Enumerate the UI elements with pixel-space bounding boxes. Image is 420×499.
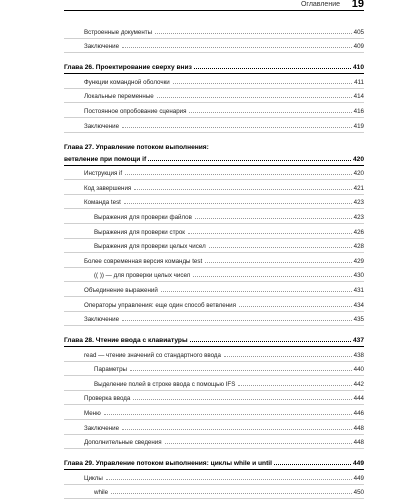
toc-entry[interactable] <box>64 74 364 89</box>
chapter-spacer <box>64 326 364 334</box>
dot-leader <box>239 306 352 307</box>
dot-leader <box>165 443 352 444</box>
toc-entry-page: 416 <box>353 107 364 115</box>
chapter-page-number: 449 <box>352 460 364 468</box>
chapter-title: ветвление при помощи if <box>64 155 147 163</box>
dot-leader <box>195 218 352 219</box>
dot-leader <box>209 247 352 248</box>
toc-entry-title: Циклы <box>84 474 103 482</box>
toc-entry[interactable] <box>64 39 364 54</box>
chapter-spacer <box>64 133 364 141</box>
toc-entry-page: 409 <box>353 43 364 51</box>
toc-entry[interactable] <box>64 282 364 297</box>
chapter-page-number: 420 <box>352 155 364 163</box>
chapter-heading[interactable] <box>64 457 364 470</box>
toc-entry-title: Команда test <box>84 199 121 207</box>
toc-entry-title: Заключение <box>84 43 120 51</box>
toc-entry[interactable] <box>64 166 364 181</box>
dot-leader <box>134 189 351 190</box>
toc-entry-page: 426 <box>353 228 364 236</box>
dot-leader <box>194 68 351 69</box>
toc-entry-page: 430 <box>353 272 364 280</box>
toc-subentry[interactable] <box>64 485 364 499</box>
toc-entry-title: Объединение выражений <box>84 286 158 294</box>
chapter-page-number: 437 <box>352 337 364 345</box>
toc-entry-page: 421 <box>353 184 364 192</box>
dot-leader <box>122 47 352 48</box>
table-of-contents <box>64 24 364 499</box>
toc-entry-page: 438 <box>353 351 364 359</box>
toc-entry-title: Проверка ввода <box>84 395 131 403</box>
toc-entry-title: Более современная версия команды test <box>84 257 203 265</box>
toc-entry[interactable] <box>64 435 364 450</box>
chapter-spacer <box>64 53 364 61</box>
toc-subentry[interactable] <box>64 268 364 283</box>
chapter-title: Глава 28. Чтение ввода с клавиатуры <box>64 337 188 345</box>
dot-leader <box>133 399 351 400</box>
toc-entry-page: 446 <box>353 410 364 418</box>
dot-leader <box>122 320 352 321</box>
toc-entry[interactable] <box>64 103 364 118</box>
running-header <box>64 0 364 11</box>
toc-entry-page: 434 <box>353 301 364 309</box>
toc-entry-title: Постоянное опробование сценария <box>84 107 187 115</box>
toc-entry-title: while <box>94 489 109 497</box>
toc-subentry[interactable] <box>64 224 364 239</box>
toc-entry-page: 435 <box>353 316 364 324</box>
dot-leader <box>111 493 352 494</box>
dot-leader <box>188 233 352 234</box>
toc-entry[interactable] <box>64 118 364 133</box>
chapter-title: Глава 27. Управление потоком выполнения: <box>64 143 209 151</box>
dot-leader <box>122 429 352 430</box>
chapter-title: Глава 29. Управление потоком выполнения: циклы while и until <box>64 460 272 468</box>
dot-leader <box>155 33 352 34</box>
toc-entry-title: Заключение <box>84 424 120 432</box>
toc-entry[interactable] <box>64 347 364 362</box>
dot-leader <box>157 97 352 98</box>
toc-subentry[interactable] <box>64 239 364 254</box>
toc-entry-page: 444 <box>353 395 364 403</box>
dot-leader <box>104 414 352 415</box>
dot-leader <box>238 385 351 386</box>
dot-leader <box>224 356 352 357</box>
toc-entry-page: 405 <box>353 28 364 36</box>
chapter-heading[interactable] <box>64 61 364 74</box>
toc-entry-title: read — чтение значений со стандартного ввода <box>84 351 221 359</box>
toc-entry-page: 428 <box>353 243 364 251</box>
toc-entry-title: Параметры <box>94 366 127 374</box>
dot-leader <box>190 341 351 342</box>
toc-entry-title: Операторы управления: еще один способ ветвления <box>84 301 236 309</box>
dot-leader <box>122 127 352 128</box>
toc-entry-page: 448 <box>353 424 364 432</box>
toc-entry[interactable] <box>64 253 364 268</box>
dot-leader <box>173 83 352 84</box>
dot-leader <box>130 370 352 371</box>
toc-entry-page: 450 <box>353 489 364 497</box>
dot-leader <box>274 464 351 465</box>
toc-entry-title: Функции командной оболочки <box>84 78 170 86</box>
dot-leader <box>193 276 351 277</box>
toc-entry-title: (( )) — для проверки целых чисел <box>94 272 191 280</box>
toc-entry-page: 411 <box>354 78 364 86</box>
toc-entry[interactable] <box>64 312 364 327</box>
chapter-spacer <box>64 449 364 457</box>
toc-entry-title: Заключение <box>84 122 120 130</box>
toc-entry[interactable] <box>64 391 364 406</box>
dot-leader <box>124 203 352 204</box>
toc-entry-page: 423 <box>353 199 364 207</box>
toc-entry-title: Выделение полей в строке ввода с помощью IFS <box>94 380 236 388</box>
dot-leader <box>106 479 352 480</box>
toc-entry-page: 420 <box>353 170 364 178</box>
toc-entry[interactable] <box>64 195 364 210</box>
dot-leader <box>161 291 352 292</box>
toc-entry-page: 440 <box>353 366 364 374</box>
toc-entry-page: 442 <box>353 380 364 388</box>
toc-entry-page: 414 <box>353 93 364 101</box>
toc-entry-title: Заключение <box>84 316 120 324</box>
chapter-heading[interactable] <box>64 334 364 347</box>
toc-entry[interactable] <box>64 470 364 485</box>
running-header-title: Оглавление <box>300 1 340 8</box>
toc-subentry[interactable] <box>64 209 364 224</box>
toc-entry-title: Инструкция if <box>84 170 123 178</box>
toc-entry-page: 419 <box>353 122 364 130</box>
toc-entry-page: 431 <box>353 286 364 294</box>
dot-leader <box>205 262 351 263</box>
toc-entry-title: Код завершения <box>84 184 132 192</box>
toc-entry-title: Меню <box>84 410 101 418</box>
toc-entry-page: 423 <box>353 213 364 221</box>
toc-entry[interactable] <box>64 180 364 195</box>
toc-entry-title: Встроенные документы <box>84 28 153 36</box>
toc-entry[interactable] <box>64 420 364 435</box>
toc-entry[interactable] <box>64 24 364 39</box>
toc-subentry[interactable] <box>64 362 364 377</box>
toc-entry-title: Дополнительные сведения <box>84 439 162 447</box>
chapter-heading[interactable] <box>64 141 364 166</box>
chapter-title: Глава 26. Проектирование сверху вниз <box>64 64 192 72</box>
toc-entry-page: 429 <box>353 257 364 265</box>
page-number: 19 <box>351 0 364 10</box>
toc-entry[interactable] <box>64 297 364 312</box>
toc-entry-title: Локальные переменные <box>84 93 154 101</box>
toc-entry-title: Выражения для проверки строк <box>94 228 186 236</box>
dot-leader <box>189 112 351 113</box>
dot-leader <box>125 174 352 175</box>
toc-entry-title: Выражения для проверки файлов <box>94 213 192 221</box>
chapter-page-number: 410 <box>352 64 364 72</box>
toc-subentry[interactable] <box>64 376 364 391</box>
toc-entry[interactable] <box>64 89 364 104</box>
toc-entry[interactable] <box>64 405 364 420</box>
toc-entry-title: Выражения для проверки целых чисел <box>94 243 206 251</box>
dot-leader <box>148 160 351 161</box>
toc-entry-page: 448 <box>353 439 364 447</box>
toc-entry-page: 449 <box>353 474 364 482</box>
